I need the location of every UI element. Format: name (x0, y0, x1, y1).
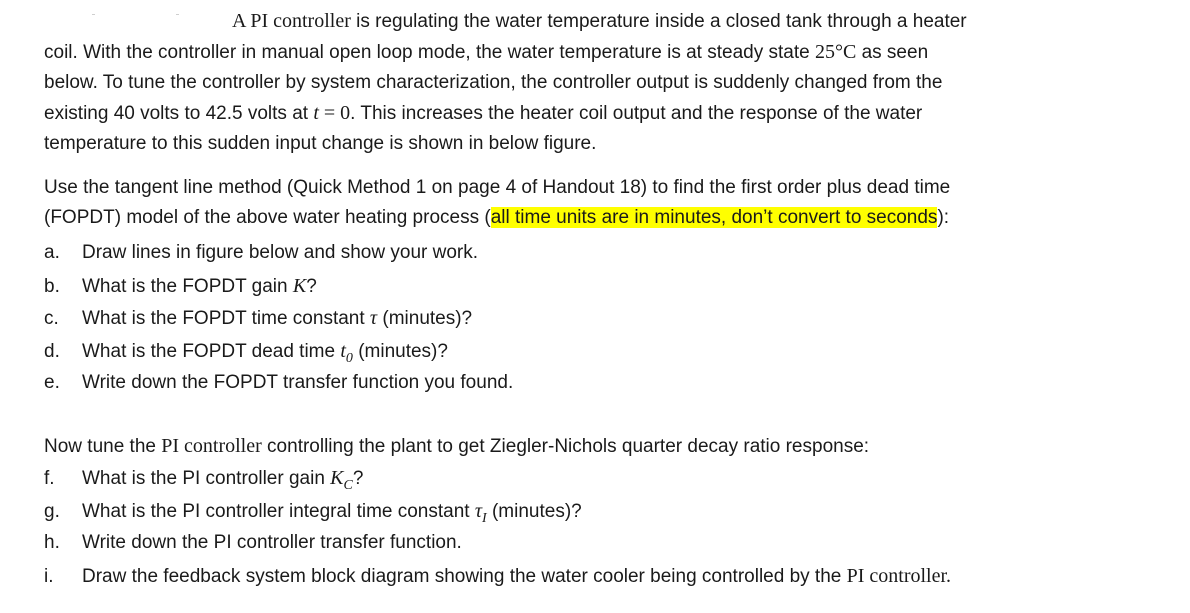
intro-line-5: temperature to this sudden input change is shown in below figure. (44, 133, 597, 154)
math-symbol: τ (369, 307, 378, 329)
intro-line-4-text-a: existing 40 volts to 42.5 volts at (44, 103, 314, 124)
pi-heading-text-a: Now tune the (44, 436, 162, 457)
question-letter: e. (44, 372, 60, 393)
question-text: What is the PI controller integral time constant (82, 500, 475, 522)
math-subscript: 0 (345, 350, 353, 366)
intro-line-2-text: coil. With the controller in manual open loop mode, the water temperature is at steady state (44, 42, 815, 63)
question-item (44, 527, 462, 559)
tangent-line-2 (44, 203, 1154, 233)
math-subscript: C (343, 477, 353, 493)
highlighted-note: all time units are in minutes, don’t convert to seconds (490, 207, 938, 228)
question-serif-tail: PI controller. (846, 564, 952, 587)
question-item (44, 462, 363, 494)
question-text: Draw lines in figure below and show your work. (82, 242, 479, 263)
intro-line-4-text-b: . This increases the heater coil output and the response of the water (350, 103, 923, 124)
intro-line-1-text: is regulating the water temperature inside a closed tank through a heater (350, 11, 967, 32)
question-letter: b. (44, 275, 60, 297)
intro-line-3: below. To tune the controller by system characterization, the controller output is suddenly changed from the (44, 72, 943, 93)
question-letter: h. (44, 532, 60, 553)
intro-line-2-end: as seen (856, 42, 929, 63)
problem-intro (44, 6, 1154, 159)
question-item (44, 495, 582, 527)
question-suffix: (minutes)? (486, 500, 582, 522)
intro-line-4 (44, 98, 1154, 129)
intro-line-1 (44, 6, 1154, 37)
tangent-line-1: Use the tangent line method (Quick Method 1 on page 4 of Handout 18) to find the first order plus dead time (44, 177, 951, 198)
question-text: What is the FOPDT gain (82, 275, 293, 297)
question-item (44, 560, 951, 592)
question-letter: g. (44, 500, 60, 522)
tangent-line-2-text: (FOPDT) model of the above water heating process ( (44, 207, 491, 228)
question-item (44, 302, 472, 334)
question-suffix: (minutes)? (352, 340, 448, 362)
tangent-line-2-end: ): (937, 207, 950, 228)
question-text: Draw the feedback system block diagram showing the water cooler being controlled by the (82, 565, 847, 587)
math-symbol: K (292, 274, 307, 297)
intro-line-2 (44, 37, 1154, 68)
tangent-instructions (44, 173, 1154, 233)
question-item (44, 237, 478, 269)
math-subscript: I (482, 510, 487, 526)
question-letter: d. (44, 340, 60, 362)
question-text: What is the FOPDT time constant (82, 308, 370, 329)
pi-section-heading (44, 430, 869, 462)
math-equals-zero: = 0 (318, 102, 351, 124)
question-letter: f. (44, 468, 55, 489)
math-symbol: τ (474, 499, 483, 522)
question-suffix: (minutes)? (377, 308, 473, 329)
math-symbol: K (330, 467, 344, 489)
question-item (44, 335, 448, 367)
math-symbol: t (340, 339, 346, 362)
pi-heading-text-b: controlling the plant to get Ziegler-Nichols quarter decay ratio response: (261, 436, 870, 457)
question-letter: i. (44, 565, 54, 587)
question-item (44, 367, 513, 399)
math-t: t (313, 102, 319, 124)
question-suffix: ? (352, 468, 364, 489)
question-text: What is the FOPDT dead time (82, 340, 341, 362)
question-text: What is the PI controller gain (82, 468, 331, 489)
question-letter: a. (44, 242, 60, 263)
question-suffix: ? (306, 275, 317, 297)
pi-heading-term: PI controller (161, 435, 262, 457)
question-item (44, 270, 317, 302)
question-text: Write down the PI controller transfer function. (82, 532, 462, 553)
temperature-value: 25°C (814, 41, 857, 63)
question-letter: c. (44, 308, 59, 329)
intro-controller-term: A PI controller (232, 10, 351, 32)
question-text: Write down the FOPDT transfer function you found. (82, 372, 514, 393)
